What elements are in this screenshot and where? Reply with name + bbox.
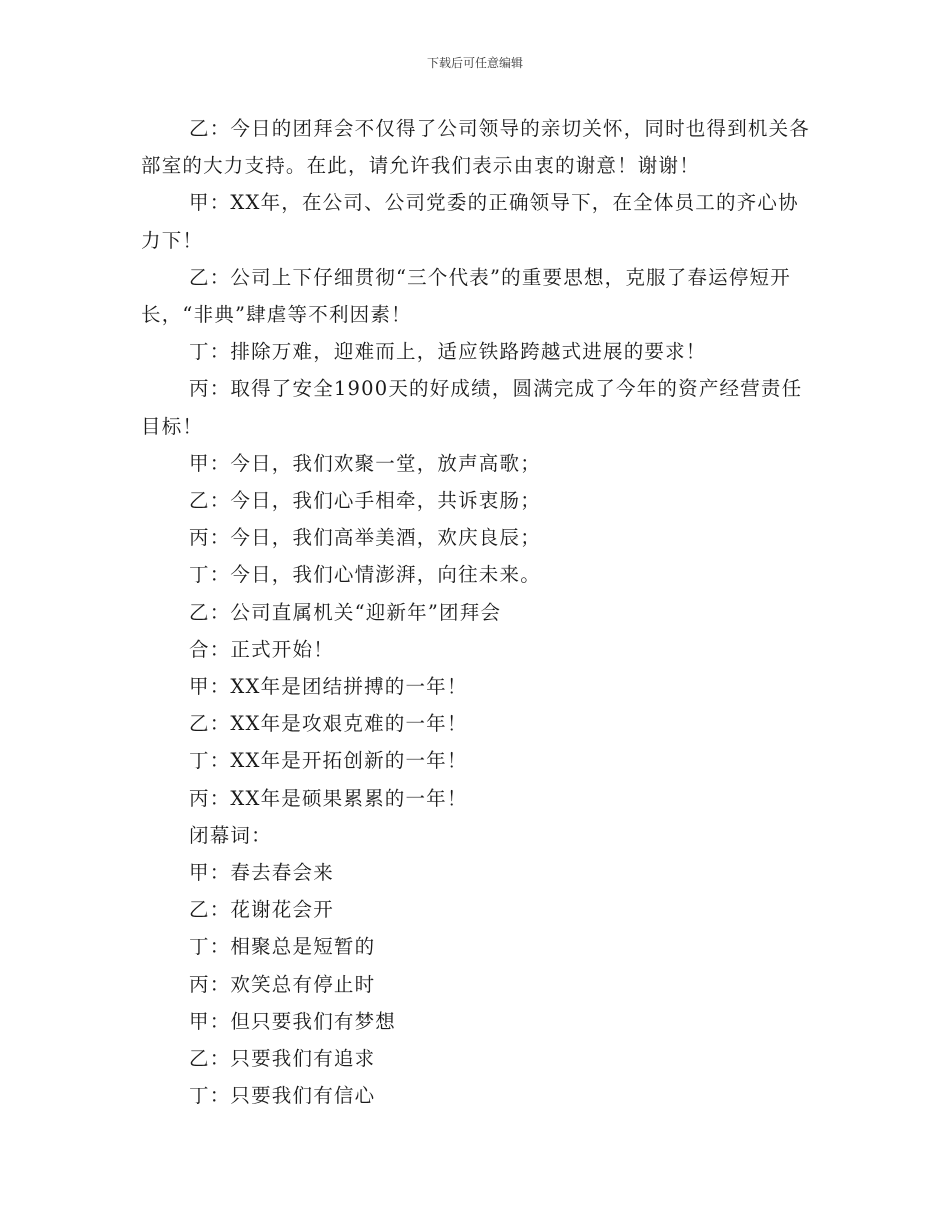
paragraph: 乙：只要我们有追求 <box>189 1047 376 1071</box>
paragraph: 丙：今日，我们高举美酒，欢庆良辰； <box>189 526 541 550</box>
paragraph: 丁：排除万难，迎难而上，适应铁路跨越式进展的要求！ <box>189 340 707 364</box>
paragraph: 丁：相聚总是短暂的 <box>189 935 376 959</box>
paragraph: 甲：但只要我们有梦想 <box>189 1009 397 1033</box>
paragraph: 丁：只要我们有信心 <box>189 1084 376 1108</box>
paragraph: 甲：春去春会来 <box>189 861 334 885</box>
paragraph: 闭幕词： <box>189 823 272 847</box>
paragraph: 丁：今日，我们心情澎湃，向往未来。 <box>189 563 541 587</box>
paragraph: 甲：今日，我们欢聚一堂，放声高歌； <box>189 451 541 475</box>
paragraph: 乙：花谢花会开 <box>189 898 334 922</box>
paragraph: 甲：XX年，在公司、公司党委的正确领导下，在全体员工的齐心协力下！ <box>141 191 799 252</box>
document-body <box>141 110 811 1114</box>
paragraph: 乙：公司直属机关“迎新年”团拜会 <box>189 600 502 624</box>
paragraph: 甲：XX年是团结拼搏的一年！ <box>189 675 468 699</box>
paragraph: 丙：取得了安全1900天的好成绩，圆满完成了今年的资产经营责任目标！ <box>141 377 803 438</box>
paragraph: 丙：欢笑总有停止时 <box>189 972 376 996</box>
paragraph: 乙：今日的团拜会不仅得了公司领导的亲切关怀，同时也得到机关各部室的大力支持。在此，请允许我们表示由衷的谢意！谢谢！ <box>141 117 811 178</box>
paragraph: 乙：XX年是攻艰克难的一年！ <box>189 712 468 736</box>
paragraph: 乙：公司上下仔细贯彻“三个代表”的重要思想，克服了春运停短开长，“非典”肆虐等不利因素！ <box>141 265 791 327</box>
paragraph: 丙：XX年是硕果累累的一年！ <box>189 786 468 810</box>
paragraph: 乙：今日，我们心手相牵，共诉衷肠； <box>189 489 541 513</box>
paragraph: 丁：XX年是开拓创新的一年！ <box>189 749 468 773</box>
paragraph: 合：正式开始！ <box>189 637 334 661</box>
page-header-note: 下载后可任意编辑 <box>426 56 523 70</box>
